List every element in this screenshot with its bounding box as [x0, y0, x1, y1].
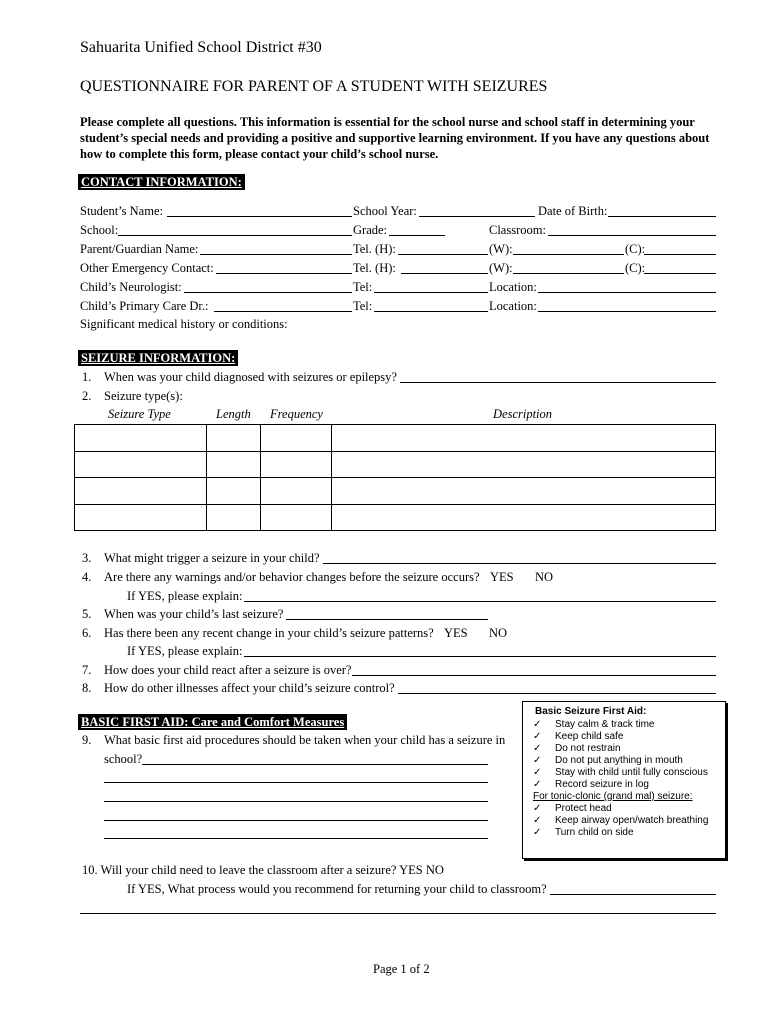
frequency-cell[interactable] [261, 425, 332, 452]
neurologist-location-field[interactable] [538, 292, 716, 293]
table-row [75, 425, 716, 452]
table-row [75, 478, 716, 505]
intro-line-2: student’s special needs and providing a positive and supportive learning environment. If you have any questions about [80, 131, 710, 145]
q7-answer-field[interactable] [352, 675, 716, 676]
primary-care-label: Child’s Primary Care Dr.: [80, 299, 209, 313]
emergency-c-field[interactable] [644, 273, 716, 274]
q9-answer-line-4[interactable] [104, 820, 488, 821]
emergency-label: Other Emergency Contact: [80, 261, 214, 275]
grade-label: Grade: [353, 223, 388, 237]
q1-answer-field[interactable] [400, 382, 716, 383]
tonic-clonic-heading: For tonic-clonic (grand mal) seizure: [533, 791, 693, 802]
page-title: QUESTIONNAIRE FOR PARENT OF A STUDENT WITH SEIZURES [80, 78, 548, 95]
q10-answer-line-2[interactable] [80, 913, 716, 914]
first-aid-section-heading: BASIC FIRST AID: Care and Comfort Measures [78, 714, 347, 730]
q5-answer-field[interactable] [286, 619, 488, 620]
q3-number: 3. [82, 551, 92, 565]
emergency-tel-h-label: Tel. (H): [353, 261, 396, 275]
school-year-field[interactable] [419, 216, 535, 217]
page-number: Page 1 of 2 [373, 962, 430, 976]
q6-no-option[interactable]: NO [489, 626, 508, 640]
q10-answer-field[interactable] [550, 894, 716, 895]
parent-c-label: (C): [625, 242, 646, 256]
q2-number: 2. [82, 389, 92, 403]
parent-tel-h-label: Tel. (H): [353, 242, 396, 256]
description-cell[interactable] [332, 451, 716, 478]
q8-number: 8. [82, 681, 92, 695]
emergency-c-label: (C): [625, 261, 646, 275]
dob-field[interactable] [608, 216, 716, 217]
students-name-label: Student’s Name: [80, 204, 163, 218]
grade-field[interactable] [389, 235, 445, 236]
check-icon: ✓ [533, 731, 542, 742]
q5-number: 5. [82, 607, 92, 621]
col-frequency: Frequency [270, 407, 323, 421]
q5-text: When was your child’s last seizure? [104, 607, 284, 621]
length-cell[interactable] [207, 451, 261, 478]
q3-answer-field[interactable] [323, 563, 716, 564]
seizure-type-table [74, 424, 716, 531]
q6-explain-label: If YES, please explain: [127, 644, 243, 658]
seizure-type-cell[interactable] [75, 425, 207, 452]
description-cell[interactable] [332, 504, 716, 531]
q8-text: How do other illnesses affect your child’s seizure control? [104, 681, 395, 695]
q4-text: Are there any warnings and/or behavior changes before the seizure occurs? [104, 570, 480, 584]
check-icon: ✓ [533, 719, 542, 730]
dob-label: Date of Birth: [538, 204, 608, 218]
frequency-cell[interactable] [261, 451, 332, 478]
frequency-cell[interactable] [261, 478, 332, 505]
emergency-field[interactable] [216, 273, 352, 274]
medical-history-label: Significant medical history or conditions: [80, 317, 288, 331]
q6-text: Has there been any recent change in your child’s seizure patterns? [104, 626, 434, 640]
neurologist-location-label: Location: [489, 280, 537, 294]
primary-care-location-field[interactable] [538, 311, 716, 312]
seizure-section-heading: SEIZURE INFORMATION: [78, 350, 238, 366]
parent-c-field[interactable] [644, 254, 716, 255]
parent-tel-h-field[interactable] [398, 254, 488, 255]
q9-answer-line-1[interactable] [142, 764, 488, 765]
primary-care-tel-label: Tel: [353, 299, 373, 313]
parent-field[interactable] [200, 254, 352, 255]
q3-text: What might trigger a seizure in your child? [104, 551, 320, 565]
neurologist-tel-field[interactable] [374, 292, 488, 293]
q1-number: 1. [82, 370, 92, 384]
list-item: ✓ Keep airway open/watch breathing [533, 815, 709, 826]
q9-continuation: school? [104, 752, 143, 766]
students-name-field[interactable] [167, 216, 352, 217]
parent-label: Parent/Guardian Name: [80, 242, 199, 256]
list-item: ✓ Stay with child until fully conscious [533, 767, 708, 778]
col-seizure-type: Seizure Type [108, 407, 171, 421]
q1-text: When was your child diagnosed with seizures or epilepsy? [104, 370, 397, 384]
check-icon: ✓ [533, 767, 542, 778]
seizure-type-cell[interactable] [75, 451, 207, 478]
classroom-label: Classroom: [489, 223, 546, 237]
primary-care-field[interactable] [214, 311, 352, 312]
parent-w-field[interactable] [513, 254, 624, 255]
length-cell[interactable] [207, 504, 261, 531]
q4-explain-label: If YES, please explain: [127, 589, 243, 603]
col-description: Description [493, 407, 553, 421]
col-length: Length [216, 407, 251, 421]
q9-text: What basic first aid procedures should be taken when your child has a seizure in [104, 733, 506, 747]
q6-explain-field[interactable] [244, 656, 716, 657]
q9-answer-line-3[interactable] [104, 801, 488, 802]
q7-text: How does your child react after a seizure is over? [104, 663, 352, 677]
emergency-w-label: (W): [489, 261, 513, 275]
neurologist-field[interactable] [184, 292, 352, 293]
seizure-type-cell[interactable] [75, 504, 207, 531]
check-icon: ✓ [533, 827, 542, 838]
q10-text: 10. Will your child need to leave the classroom after a seizure? YES NO [82, 863, 444, 877]
seizure-type-cell[interactable] [75, 478, 207, 505]
length-cell[interactable] [207, 478, 261, 505]
q9-answer-line-5[interactable] [104, 838, 488, 839]
classroom-field[interactable] [548, 235, 716, 236]
q2-text: Seizure type(s): [104, 389, 183, 403]
intro-line-1: Please complete all questions. This information is essential for the school nurse and school staff in determining your [80, 115, 695, 129]
q4-explain-field[interactable] [244, 601, 716, 602]
length-cell[interactable] [207, 425, 261, 452]
neurologist-tel-label: Tel: [353, 280, 373, 294]
q4-yes-option[interactable]: YES [490, 570, 514, 584]
first-aid-box-title: Basic Seizure First Aid: [535, 706, 647, 717]
emergency-w-field[interactable] [513, 273, 624, 274]
table-row [75, 451, 716, 478]
table-row [75, 504, 716, 531]
school-field[interactable] [118, 235, 352, 236]
check-icon: ✓ [533, 803, 542, 814]
primary-care-location-label: Location: [489, 299, 537, 313]
parent-w-label: (W): [489, 242, 513, 256]
district-name: Sahuarita Unified School District #30 [80, 39, 322, 56]
frequency-cell[interactable] [261, 504, 332, 531]
list-item: ✓ Turn child on side [533, 827, 634, 838]
q9-number: 9. [82, 733, 92, 747]
q9-answer-line-2[interactable] [104, 782, 488, 783]
description-cell[interactable] [332, 425, 716, 452]
list-item: ✓ Keep child safe [533, 731, 624, 742]
q6-number: 6. [82, 626, 92, 640]
q10-followup: If YES, What process would you recommend for returning your child to classroom? [127, 882, 547, 896]
q4-number: 4. [82, 570, 92, 584]
check-icon: ✓ [533, 755, 542, 766]
neurologist-label: Child’s Neurologist: [80, 280, 182, 294]
check-icon: ✓ [533, 743, 542, 754]
intro-line-3: how to complete this form, please contact your child’s school nurse. [80, 147, 439, 161]
emergency-tel-h-field[interactable] [401, 273, 488, 274]
check-icon: ✓ [533, 815, 542, 826]
list-item: ✓ Protect head [533, 803, 612, 814]
list-item: ✓ Stay calm & track time [533, 719, 655, 730]
list-item: ✓ Do not restrain [533, 743, 621, 754]
q7-number: 7. [82, 663, 92, 677]
q4-no-option[interactable]: NO [535, 570, 554, 584]
school-year-label: School Year: [353, 204, 417, 218]
primary-care-tel-field[interactable] [374, 311, 488, 312]
q6-yes-option[interactable]: YES [444, 626, 468, 640]
q8-answer-field[interactable] [398, 693, 716, 694]
school-label: School: [80, 223, 119, 237]
first-aid-reference-box [522, 701, 726, 859]
check-icon: ✓ [533, 779, 542, 790]
contact-section-heading: CONTACT INFORMATION: [78, 174, 245, 190]
description-cell[interactable] [332, 478, 716, 505]
list-item: ✓ Record seizure in log [533, 779, 649, 790]
list-item: ✓ Do not put anything in mouth [533, 755, 683, 766]
